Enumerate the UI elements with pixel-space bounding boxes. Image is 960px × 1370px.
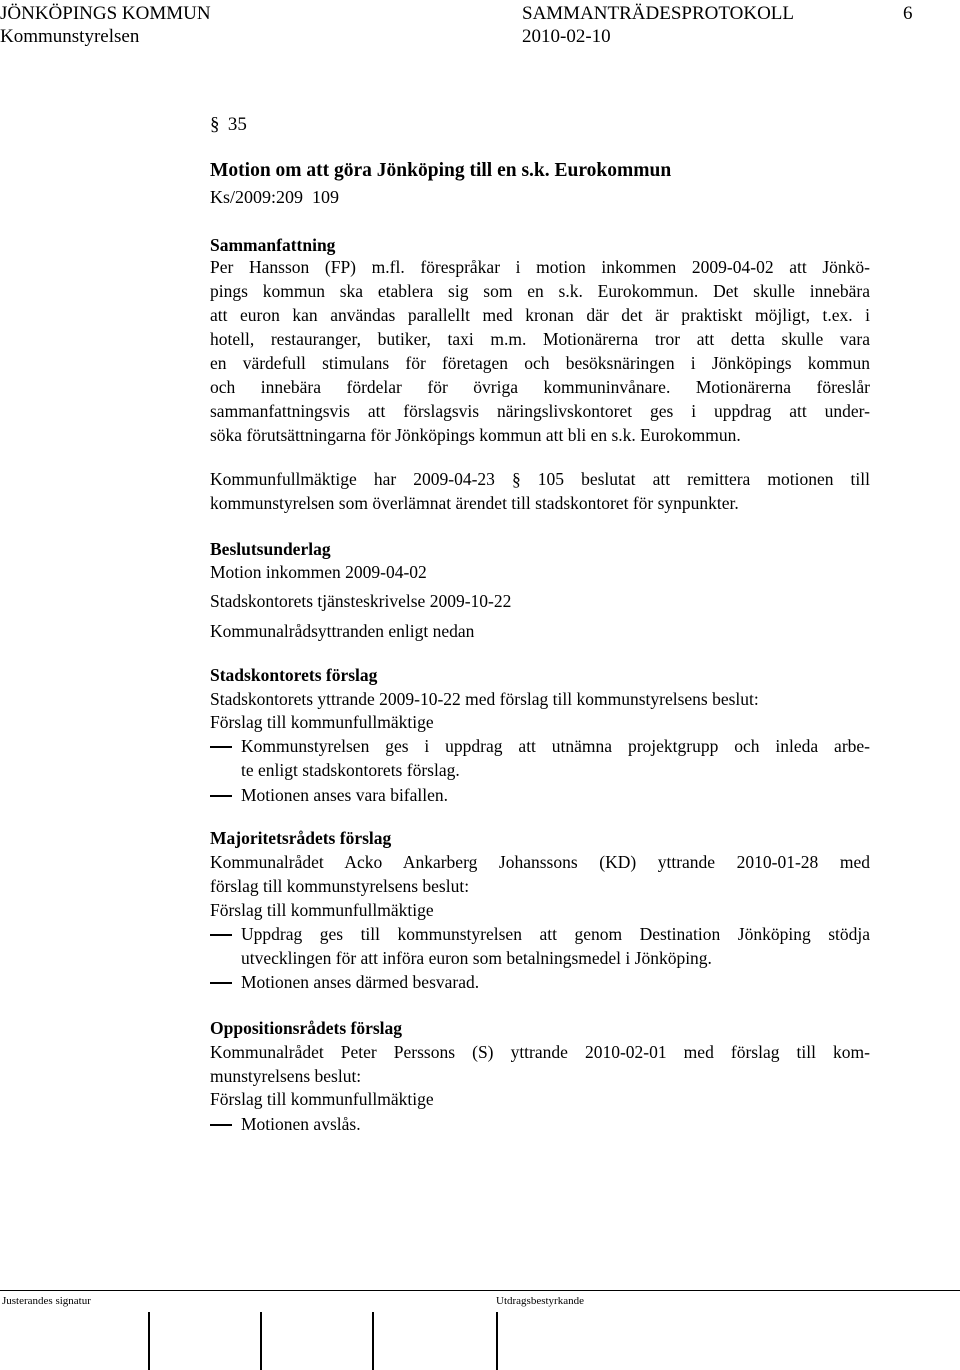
opposition-intro-line: munstyrelsens beslut: bbox=[210, 1066, 362, 1086]
header-page-number: 6 bbox=[903, 3, 913, 24]
header-body: Kommunstyrelsen bbox=[0, 26, 140, 47]
basis-item: Stadskontorets tjänsteskrivelse 2009-10-22 bbox=[210, 591, 512, 611]
majority-intro bbox=[210, 850, 870, 898]
basis-item: Kommunalrådsyttranden enligt nedan bbox=[210, 621, 475, 641]
item-title: Motion om att göra Jönköping till en s.k. Eurokommun bbox=[210, 160, 672, 181]
majority-intro-line: förslag till kommunstyrelsens beslut: bbox=[210, 876, 470, 896]
section-sign: § bbox=[210, 114, 220, 135]
bullet-line: Motionen anses vara bifallen. bbox=[241, 785, 449, 805]
opposition-sub: Förslag till kommunfullmäktige bbox=[210, 1089, 434, 1109]
majority-intro-line: Kommunalrådet Acko Ankarberg Johanssons (KD) yttrande 2010-01-28 med bbox=[210, 852, 870, 872]
signature-label: Justerandes signatur bbox=[2, 1295, 91, 1307]
bullet-line: Uppdrag ges till kommunstyrelsen att genom Destination Jönköping stödja bbox=[241, 924, 870, 944]
summary-line: pings kommun ska etablera sig som en s.k. Eurokommun. Det skulle innebära bbox=[210, 281, 870, 301]
bullet-line: Motionen anses därmed besvarad. bbox=[241, 972, 480, 992]
header-doc-type: SAMMANTRÄDESPROTOKOLL bbox=[522, 3, 795, 24]
header-date: 2010-02-10 bbox=[522, 26, 611, 47]
signature-box-divider bbox=[148, 1312, 150, 1370]
header-org: JÖNKÖPINGS KOMMUN bbox=[0, 3, 211, 24]
city-office-intro: Stadskontorets yttrande 2009-10-22 med förslag till kommunstyrelsens beslut: bbox=[210, 689, 759, 709]
certification-label: Utdragsbestyrkande bbox=[496, 1295, 584, 1307]
opposition-intro-line: Kommunalrådet Peter Perssons (S) yttrande 2010-02-01 med förslag till kom- bbox=[210, 1042, 870, 1062]
referral-text bbox=[210, 467, 870, 515]
bullet-text bbox=[241, 1112, 870, 1136]
bullet-line: utvecklingen för att införa euron som betalningsmedel i Jönköping. bbox=[241, 948, 712, 968]
item-number-line bbox=[210, 112, 870, 137]
summary-line: sammanfattningsvis att förslagsvis näringslivskontoret ges i uppdrag att under- bbox=[210, 401, 870, 421]
bullet-text bbox=[241, 734, 870, 782]
footer-rule bbox=[0, 1290, 960, 1291]
bullet-text bbox=[241, 970, 870, 994]
case-number: Ks/2009:209 109 bbox=[210, 187, 340, 207]
bullet-text bbox=[241, 922, 870, 970]
majority-heading: Majoritetsrådets förslag bbox=[210, 828, 392, 848]
summary-line: Per Hansson (FP) m.fl. förespråkar i motion inkommen 2009-04-02 att Jönkö- bbox=[210, 257, 870, 277]
referral-line: Kommunfullmäktige har 2009-04-23 § 105 beslutat att remittera motionen till bbox=[210, 469, 870, 489]
city-office-heading: Stadskontorets förslag bbox=[210, 665, 378, 685]
signature-box-divider bbox=[372, 1312, 374, 1370]
basis-item: Motion inkommen 2009-04-02 bbox=[210, 562, 427, 582]
bullet-line: Kommunstyrelsen ges i uppdrag att utnämna projektgrupp och inleda arbe- bbox=[241, 736, 870, 756]
summary-heading: Sammanfattning bbox=[210, 235, 336, 255]
summary-line: hotell, restauranger, butiker, taxi m.m. Motionärerna tror att detta skulle vara bbox=[210, 329, 870, 349]
signature-box-divider bbox=[496, 1312, 498, 1370]
bullet-text bbox=[241, 783, 870, 807]
summary-line: och innebära fördelar för övriga kommuninvånare. Motionärerna föreslår bbox=[210, 377, 870, 397]
summary-text bbox=[210, 255, 870, 447]
item-number: 35 bbox=[227, 114, 247, 135]
majority-sub: Förslag till kommunfullmäktige bbox=[210, 900, 434, 920]
summary-line: en värdefull stimulans för företagen och besöksnäringen i Jönköpings kommun bbox=[210, 353, 870, 373]
bullet-line: te enligt stadskontorets förslag. bbox=[241, 760, 460, 780]
basis-heading: Beslutsunderlag bbox=[210, 539, 331, 559]
referral-line: kommunstyrelsen som överlämnat ärendet till stadskontoret för synpunkter. bbox=[210, 493, 739, 513]
opposition-intro bbox=[210, 1040, 870, 1088]
bullet-line: Motionen avslås. bbox=[241, 1114, 361, 1134]
summary-line: att euron kan användas parallellt med kronan där det är praktiskt möjligt, t.ex. i bbox=[210, 305, 870, 325]
signature-box-divider bbox=[260, 1312, 262, 1370]
city-office-sub: Förslag till kommunfullmäktige bbox=[210, 712, 434, 732]
opposition-heading: Oppositionsrådets förslag bbox=[210, 1018, 403, 1038]
summary-line: söka förutsättningarna för Jönköpings kommun att bli en s.k. Eurokommun. bbox=[210, 425, 741, 445]
